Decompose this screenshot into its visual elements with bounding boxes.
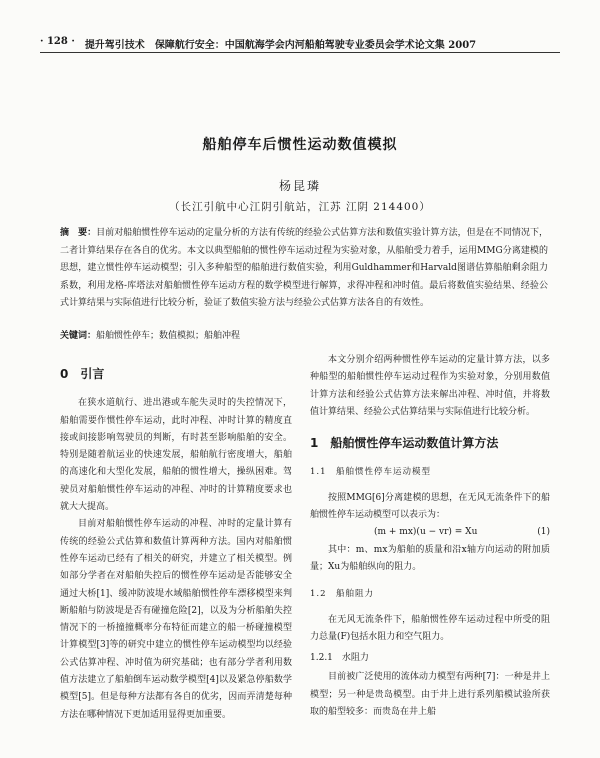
header-rule <box>40 52 560 53</box>
equation-body: (m + mx)(u − vr) = Xu <box>374 527 478 538</box>
keywords <box>60 328 548 341</box>
keywords-label: 关键词： <box>60 331 97 341</box>
journal-name: 保障航行安全：中国航海学会内河船舶驾驶专业委员会学术论文集 2007 <box>154 40 477 51</box>
subsubsection-heading: 1.2.1 水阻力 <box>310 653 369 664</box>
paragraph: 目前被广泛使用的流体动力模型有两种[7]：一种是井上模型；另一种是贵岛模型。由于井上进行系列船模试验所获取的船型较多：而贵岛在井上船 <box>310 672 550 718</box>
equation <box>310 524 550 541</box>
abstract-label: 摘 要： <box>60 228 97 238</box>
affiliation: （长江引航中心江阴引航站，江苏 江阴 214400） <box>169 201 431 213</box>
abstract-text: 目前对船舶惯性停车运动的定量分析的方法有传统的经验公式估算方法和数值实验计算方法，但是在不同情况下，二者计算结果存在各自的优劣。本文以典型船舶的惯性停车运动过程为实验对象，从船舶受力着手，运用MMG分离建模的思想，建立惯性停车运动模型；引入多种船型的船舶进行数值实验，利用Guldhammer和Harvald图谱估算船舶剩余阻力系数，利用龙格-库塔法对船舶惯性停车运动方程的数学模型进行解算，求得冲程和冲时值。最后将数值实验结果、经验公式计算结果与实际值进行比较分析，验证了数值实验方法与经验公式估算方法各自的有效性。 <box>60 228 548 308</box>
series-name: 提升驾引技术 <box>84 40 145 51</box>
paragraph: 其中：m、mx为船舶的质量和沿x轴方向运动的附加质量；Xu为船舶纵向的阻力。 <box>310 544 550 572</box>
keywords-text: 船舶惯性停车；数值模拟；船舶冲程 <box>96 331 241 341</box>
paragraph: 按照MMG[6]分离建模的思想，在无风无流条件下的船舶惯性停车运动模型可以表示为： <box>310 492 550 521</box>
running-header <box>40 36 560 51</box>
left-column <box>60 352 292 724</box>
abstract <box>60 225 548 313</box>
paragraph: 在无风无流条件下，船舶惯性停车运动过程中所受的阻力总量(F)包括水阻力和空气阻力。 <box>310 614 550 642</box>
subsection-heading: 1.1 船舶惯性停车运动模型 <box>310 467 432 478</box>
section-heading: 1 船舶惯性停车运动数值计算方法 <box>310 436 499 451</box>
page-number: · 128 · <box>40 36 75 47</box>
right-column <box>310 352 550 721</box>
paragraph: 目前对船舶惯性停车运动的冲程、冲时的定量计算有传统的经验公式估算和数值计算两种方法。国内对船舶惯性停车运动已经有了相关的研究，并建立了相关模型。例如部分学者在对船舶失控后的惯性停车运动是否能够安全通过大桥[1]、缓冲防波堤水域船舶惯性停车漂移模型来判断船舶与防波堤是否有碰撞危险[2]，以及为分析船舶失控情况下的一桥撞撞概率分布特征而建立的船一桥碰撞模型计算模型[3]等的研究中建立的惯性停车运动模型均以经验公式估算冲程、冲时值为研究基础；也有部分学者利用数值方法建立了船舶倒车运动数学模型[4]以及紧急停船数学模型[5]。但是每种方法都有各自的优劣，因而弄清楚每种方法在哪种情况下更加适用显得更加重要。 <box>60 519 292 720</box>
subsection-heading: 1.2 船舶阻力 <box>310 589 375 600</box>
paragraph: 本文分别介绍两种惯性停车运动的定量计算方法，以多种船型的船舶惯性停车运动过程作为实验对象，分别用数值计算方法和经验公式估算方法来解出冲程、冲时值，并将数值计算结果、经验公式估算结果与实际值进行比较分析。 <box>310 355 550 417</box>
paragraph: 在狭水道航行、进出港或车舵失灵时的失控情况下，船舶需要作惯性停车运动，此时冲程、冲时计算的精度直接或间接影响驾驶员的判断，有时甚至影响船舶的安全。特别是随着航运业的快速发展，船舶航行密度增大，船舶的高速化和大型化发展，船舶的惯性增大，操纵困难。驾驶员对船舶惯性停车运动的冲程、冲时的计算精度要求也就大大提高。 <box>60 398 292 513</box>
paper-title: 船舶停车后惯性运动数值模拟 <box>202 137 398 153</box>
section-heading: 0 引言 <box>60 367 105 381</box>
author: 杨昆璘 <box>278 179 321 193</box>
equation-number: (1) <box>537 527 550 538</box>
